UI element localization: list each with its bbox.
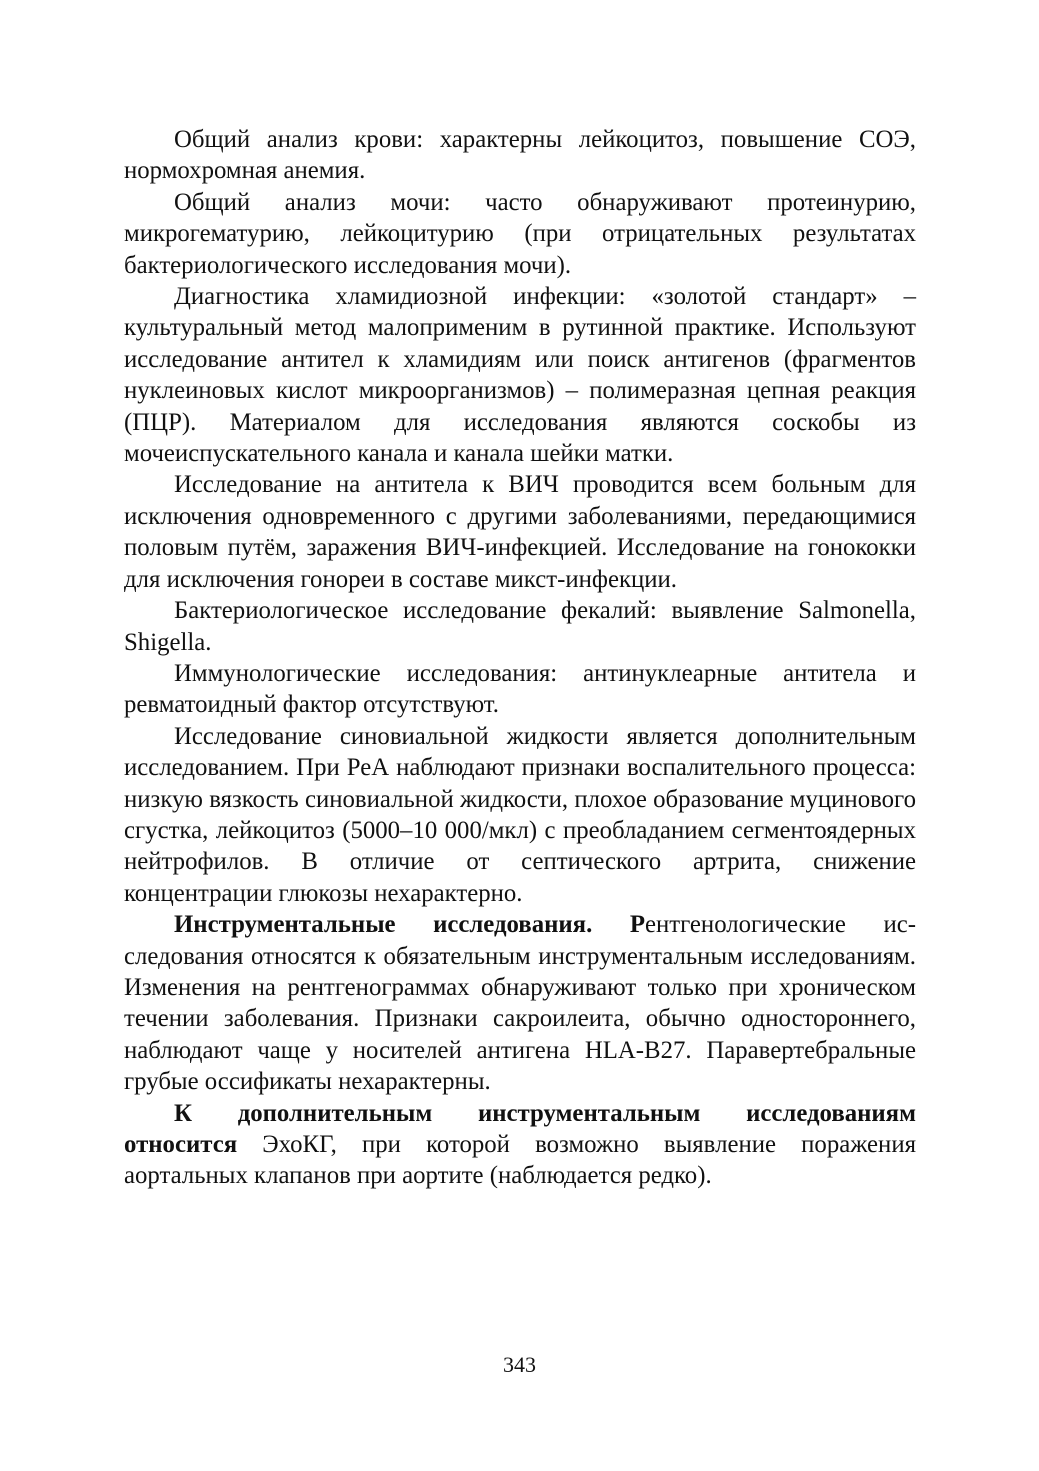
paragraph-urine-analysis bbox=[124, 187, 916, 281]
paragraph-text: Исследование синовиальной жидкости является дополнительным исследованием. При РеА наблюдают признаки воспалительного процесса: низкую вязкость синовиальной жидкости, плохое образование муцинового сгустка, лейкоцитоз (5000–10 000/мкл) с преобладанием сегментоядерных нейтрофилов. В отличие от септического артрита, снижение концентрации глюкозы нехарактерно. bbox=[124, 722, 916, 907]
paragraph-bold-lead: К дополнительным инструментальным исследованиям относится bbox=[124, 1099, 916, 1158]
paragraph-text: Бактериологическое исследование фекалий: выявление Salmonella, Shigella. bbox=[124, 597, 916, 656]
paragraph-text: Общий анализ крови: характерны лейкоцитоз, повышение СОЭ, нормохромная анемия. bbox=[124, 126, 916, 185]
paragraph-text: Общий анализ мочи: часто обнаруживают протеинурию, микрогематурию, лейкоцитурию (при отрицательных результатах бактериологического исследования мочи). bbox=[124, 188, 916, 279]
paragraph-synovial-fluid bbox=[124, 721, 916, 909]
paragraph-chlamydia-diagnostics bbox=[124, 281, 916, 469]
paragraph-blood-analysis bbox=[124, 124, 916, 187]
page-number: 343 bbox=[503, 1352, 536, 1377]
paragraph-text: Исследование на антитела к ВИЧ проводится всем больным для исключения одновременного с другими заболеваниями, передающимися половым путём, заражения ВИЧ-инфекцией. Исследование на гонококки для исключения гонореи в составе микст-инфекции. bbox=[124, 471, 916, 593]
paragraph-hiv-test bbox=[124, 469, 916, 595]
paragraph-additional-instrumental bbox=[124, 1098, 916, 1192]
paragraph-text: Диагностика хламидиозной инфекции: «золотой стандарт» – культуральный метод малоприменим в рутинной практике. Используют исследование антител к хламидиям или поиск антигенов (фрагментов нуклеиновых кислот микроорганизмов) – полимеразная цепная реакция (ПЦР). Материалом для исследования являются соскобы из мочеиспускательного канала и канала шейки матки. bbox=[124, 283, 916, 468]
paragraph-instrumental-studies bbox=[124, 909, 916, 1097]
paragraph-text: Иммунологические исследования: антинуклеарные антитела и ревматоидный фактор отсутствуют. bbox=[124, 659, 916, 719]
paragraph-text: ентгенологические исследования относятся к обязательным инструментальным исследованиям. Изменения на рентгенограммах обнаруживают только при хроническом течении заболевания. Признаки сакроилеита, обычно одностороннего, наблюдают чаще у носителей антигена HLA-B27. Паравертебральные грубые оссификаты нехарактерны. bbox=[124, 911, 916, 1096]
page-body bbox=[124, 124, 916, 1192]
paragraph-bold-lead: Инструментальные исследования. Р bbox=[174, 911, 645, 939]
paragraph-bacteriology-feces bbox=[124, 595, 916, 658]
paragraph-text: ЭхоКГ, при которой возможно выявление поражения аортальных клапанов при аортите (наблюдается редко). bbox=[124, 1131, 916, 1190]
paragraph-immunology bbox=[124, 658, 916, 721]
